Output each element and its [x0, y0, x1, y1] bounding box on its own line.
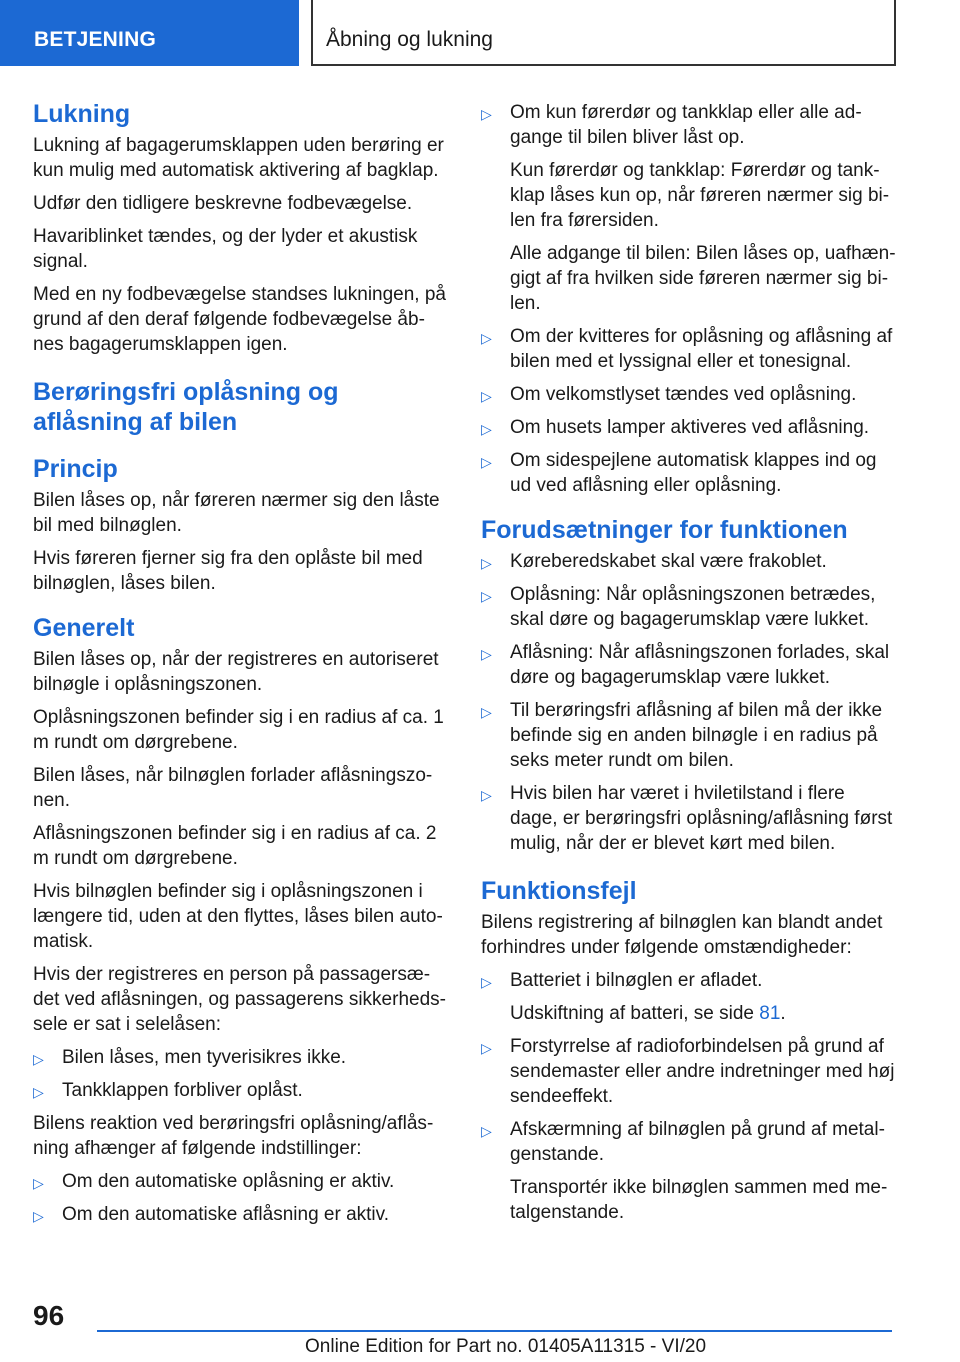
bullet-triangle-icon: ▷	[481, 106, 492, 122]
paragraph: Havariblinket tændes, og der lyder et akustisk signal.	[33, 226, 418, 272]
list-item: ▷ Om husets lamper aktiveres ved aflåsning.	[481, 415, 897, 440]
heading-lukning: Lukning	[33, 100, 131, 128]
list-item: ▷ Om kun førerdør og tankklap eller alle adgange til bilen bliver låst op. Kun førerdør og tankklap: Førerdør og tankklap låses kun op, når føreren nærmer sig bilen fra førersiden. Alle adgange til bilen: Bilen låses op, uafhængigt af fra hvilken side føreren nærmer sig bilen.	[481, 102, 896, 314]
chapter-title-box	[311, 0, 896, 66]
paragraph: Oplåsningszonen befinder sig i en radius af ca. 1 m rundt om dørgrebene.	[33, 707, 444, 753]
bullet-list	[33, 1045, 449, 1103]
list-item: ▷ Afskærmning af bilnøglen på grund af metalgenstande. Transportér ikke bilnøglen sammen med metalgenstande.	[481, 1117, 897, 1225]
bullet-list	[33, 1169, 449, 1227]
bullet-triangle-icon: ▷	[33, 1051, 44, 1067]
chapter-title: Åbning og lukning	[326, 28, 493, 51]
paragraph: Bilen låses op, når føreren nærmer sig den låste bil med bilnøglen.	[33, 490, 440, 536]
paragraph: Lukning af bagagerumsklappen uden berøring er kun mulig med automatisk aktivering af bagklap.	[33, 135, 444, 181]
sub-paragraph: Transportér ikke bilnøglen sammen med metalgenstande.	[510, 1177, 888, 1223]
bullet-list	[481, 100, 897, 498]
bullet-triangle-icon: ▷	[33, 1084, 44, 1100]
list-item: ▷ Hvis bilen har været i hviletilstand i flere dage, er berøringsfri oplåsning/aflåsning først mulig, når der er blevet kørt med bilen.	[481, 783, 893, 854]
paragraph: Hvis der registreres en person på passagersædet ved aflåsningen, og passagerens sikkerhedssele er sat i selelåsen:	[33, 964, 446, 1035]
sub-paragraph: Udskiftning af batteri, se side 81.	[510, 1003, 786, 1024]
list-item: ▷ Om velkomstlyset tændes ved oplåsning.	[481, 382, 897, 407]
list-item: ▷ Om der kvitteres for oplåsning og aflåsning af bilen med et lyssignal eller et tonesignal.	[481, 326, 893, 372]
bullet-triangle-icon: ▷	[481, 555, 492, 571]
bullet-triangle-icon: ▷	[481, 454, 492, 470]
section-label: BETJENING	[34, 28, 156, 51]
heading-main-section: Berøringsfri oplåsning og aflåsning af bilen	[33, 378, 339, 436]
list-item: ▷ Oplåsning: Når oplåsningszonen betrædes, skal døre og bagagerumsklap være lukket.	[481, 584, 876, 630]
bullet-triangle-icon: ▷	[481, 1123, 492, 1139]
edition-label: Online Edition for Part no. 01405A11315 - VI/20	[305, 1336, 707, 1357]
list-item: ▷ Aflåsning: Når aflåsningszonen forlades, skal døre og bagagerumsklap være lukket.	[481, 642, 890, 688]
list-item: ▷ Om den automatiske aflåsning er aktiv.	[33, 1202, 449, 1227]
bullet-list	[481, 549, 897, 856]
bullet-triangle-icon: ▷	[481, 330, 492, 346]
sub-paragraph: Kun førerdør og tankklap: Førerdør og tankklap låses kun op, når føreren nærmer sig bilen fra førersiden.	[510, 160, 890, 231]
paragraph: Med en ny fodbevægelse standses lukningen, på grund af den deraf følgende fodbevægelse åbnes bagagerumsklappen igen.	[33, 284, 446, 355]
list-item: ▷ Til berøringsfri aflåsning af bilen må der ikke befinde sig en anden bilnøgle i en radius på seks meter rundt om bilen.	[481, 700, 883, 771]
list-item: ▷ Køreberedskabet skal være frakoblet.	[481, 549, 897, 574]
right-column	[481, 100, 897, 1233]
bullet-triangle-icon: ▷	[481, 1040, 492, 1056]
bullet-triangle-icon: ▷	[481, 974, 492, 990]
bullet-triangle-icon: ▷	[481, 787, 492, 803]
bullet-triangle-icon: ▷	[33, 1175, 44, 1191]
section-tab	[0, 0, 299, 66]
paragraph: Bilen låses, når bilnøglen forlader aflåsningszonen.	[33, 765, 433, 811]
paragraph: Udfør den tidligere beskrevne fodbevægelse.	[33, 193, 413, 214]
bullet-triangle-icon: ▷	[33, 1208, 44, 1224]
list-item: ▷ Batteriet i bilnøglen er afladet. Udskiftning af batteri, se side 81.	[481, 968, 897, 1026]
bullet-triangle-icon: ▷	[481, 388, 492, 404]
list-item: ▷ Bilen låses, men tyverisikres ikke.	[33, 1045, 449, 1070]
paragraph: Bilens registrering af bilnøglen kan blandt andet forhindres under følgende omstændigheder:	[481, 912, 883, 958]
bullet-triangle-icon: ▷	[481, 421, 492, 437]
heading-princip: Princip	[33, 455, 118, 483]
page-number: 96	[33, 1300, 65, 1331]
bullet-triangle-icon: ▷	[481, 704, 492, 720]
list-item: ▷ Forstyrrelse af radioforbindelsen på grund af sendemaster eller andre indretninger med høj sendeeffekt.	[481, 1036, 895, 1107]
page-link[interactable]: 81	[759, 1003, 781, 1024]
list-item: ▷ Om sidespejlene automatisk klappes ind og ud ved aflåsning eller oplåsning.	[481, 450, 877, 496]
heading-funktionsfejl: Funktionsfejl	[481, 877, 637, 905]
bullet-list	[481, 968, 897, 1225]
paragraph: Aflåsningszonen befinder sig i en radius af ca. 2 m rundt om dørgrebene.	[33, 823, 437, 869]
bullet-triangle-icon: ▷	[481, 646, 492, 662]
bullet-triangle-icon: ▷	[481, 588, 492, 604]
paragraph: Bilen låses op, når der registreres en autoriseret bilnøgle i oplåsningszonen.	[33, 649, 439, 695]
heading-forudsaetninger: Forudsætninger for funktionen	[481, 516, 848, 544]
paragraph: Hvis bilnøglen befinder sig i oplåsningszonen i længere tid, uden at den flyttes, låses bilen automatisk.	[33, 881, 443, 952]
sub-paragraph: Alle adgange til bilen: Bilen låses op, uafhængigt af fra hvilken side føreren nærmer sig bilen.	[510, 243, 896, 314]
paragraph: Hvis føreren fjerner sig fra den oplåste bil med bilnøglen, låses bilen.	[33, 548, 423, 594]
heading-generelt: Generelt	[33, 614, 135, 642]
paragraph: Bilens reaktion ved berøringsfri oplåsning/aflåsning afhænger af følgende indstillinger:	[33, 1113, 434, 1159]
list-item: ▷ Om den automatiske oplåsning er aktiv.	[33, 1169, 449, 1194]
footer-divider	[97, 1330, 892, 1332]
left-column	[33, 100, 449, 1235]
page-header	[0, 0, 960, 66]
list-item: ▷ Tankklappen forbliver oplåst.	[33, 1078, 449, 1103]
